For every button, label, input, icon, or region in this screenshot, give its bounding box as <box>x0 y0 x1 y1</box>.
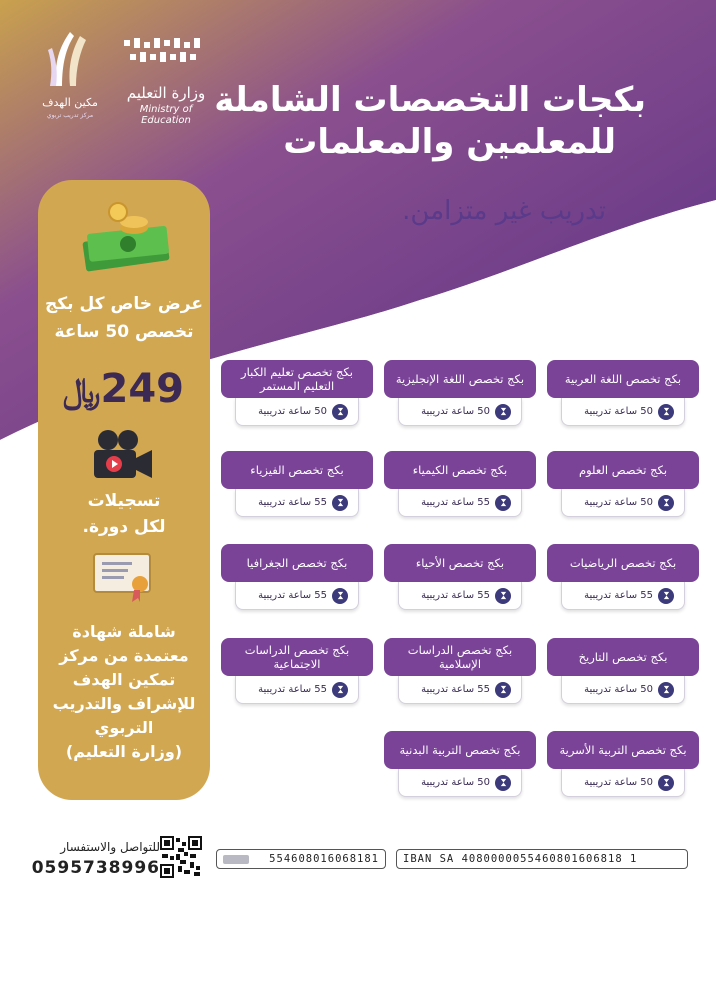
package-hours <box>561 398 685 426</box>
package-hours-text: 55 ساعة تدريبية <box>421 684 490 695</box>
package-title: بكج تخصص الرياضيات <box>547 544 699 582</box>
offer-line-1: عرض خاص كل بكج <box>45 294 203 314</box>
package-hours <box>561 769 685 797</box>
qr-code-icon[interactable] <box>160 836 202 878</box>
hourglass-icon <box>495 682 511 698</box>
package-hours <box>235 676 359 704</box>
iban-number[interactable]: IBAN SA 4080000055460801606818 1 <box>396 849 688 869</box>
hourglass-icon <box>658 404 674 420</box>
account-number[interactable] <box>216 849 386 869</box>
package-title: بكج تخصص التاريخ <box>547 638 699 676</box>
package-card[interactable] <box>384 544 536 620</box>
package-card[interactable] <box>221 360 373 436</box>
hadaf-subtitle: مركز تدريب تربوي <box>46 112 94 119</box>
package-hours <box>398 769 522 797</box>
package-title: بكج تخصص الفيزياء <box>221 451 373 489</box>
contact-label: للتواصل والاستفسار <box>60 840 160 854</box>
package-hours-text: 50 ساعة تدريبية <box>421 406 490 417</box>
records-line-1: تسجيلات <box>87 491 161 511</box>
hourglass-icon <box>495 495 511 511</box>
package-card[interactable] <box>547 451 699 527</box>
hourglass-icon <box>495 404 511 420</box>
moe-logo-icon <box>116 34 216 74</box>
package-card[interactable] <box>384 451 536 527</box>
price <box>62 366 184 412</box>
package-hours <box>398 582 522 610</box>
package-card[interactable] <box>221 451 373 527</box>
hourglass-icon <box>332 404 348 420</box>
logos <box>40 28 220 128</box>
package-hours-text: 55 ساعة تدريبية <box>421 590 490 601</box>
certificate-icon <box>92 552 156 604</box>
hadaf-logo-icon <box>40 28 100 94</box>
package-hours-text: 50 ساعة تدريبية <box>584 497 653 508</box>
package-card[interactable] <box>221 638 373 714</box>
hadaf-name: مكين الهدف <box>42 96 98 109</box>
certificate-text <box>38 620 210 764</box>
offer-line-2: تخصص 50 ساعة <box>54 322 194 342</box>
page-title <box>206 80 646 164</box>
currency-symbol: ﷼ <box>62 371 101 411</box>
cert-line-5: التربوي <box>94 718 154 737</box>
package-card[interactable] <box>221 544 373 620</box>
package-hours <box>561 489 685 517</box>
bank-logo-icon <box>223 855 249 864</box>
hourglass-icon <box>658 682 674 698</box>
package-card[interactable] <box>547 544 699 620</box>
package-title: بكج تخصص الكيمياء <box>384 451 536 489</box>
package-hours-text: 50 ساعة تدريبية <box>584 777 653 788</box>
package-title: بكج تخصص الدراسات الاجتماعية <box>221 638 373 676</box>
package-hours <box>398 676 522 704</box>
hadaf-logo <box>40 28 100 118</box>
records-text <box>38 488 210 540</box>
title-line-2: للمعلمين والمعلمات <box>283 122 616 162</box>
title-line-1: بكجات التخصصات الشاملة <box>214 80 646 120</box>
package-hours-text: 55 ساعة تدريبية <box>258 590 327 601</box>
hourglass-icon <box>332 682 348 698</box>
video-camera-icon <box>90 428 154 484</box>
package-hours-text: 55 ساعة تدريبية <box>584 590 653 601</box>
hourglass-icon <box>658 588 674 604</box>
package-card[interactable] <box>384 638 536 714</box>
cert-line-6: (وزارة التعليم) <box>65 742 183 761</box>
package-title: بكج تخصص العلوم <box>547 451 699 489</box>
hourglass-icon <box>495 775 511 791</box>
page-subtitle: تدريب غير متزامن. <box>402 196 606 226</box>
package-hours <box>561 582 685 610</box>
package-hours <box>235 582 359 610</box>
package-title: بكج تخصص اللغة العربية <box>547 360 699 398</box>
cert-line-4: للإشراف والتدريب <box>52 694 196 713</box>
package-hours-text: 55 ساعة تدريبية <box>421 497 490 508</box>
package-hours-text: 50 ساعة تدريبية <box>584 406 653 417</box>
package-title: بكج تخصص التربية البدنية <box>384 731 536 769</box>
package-hours <box>561 676 685 704</box>
cert-line-3: تمكين الهدف <box>72 670 176 689</box>
hourglass-icon <box>658 775 674 791</box>
money-icon <box>78 198 174 278</box>
package-title: بكج تخصص الجغرافيا <box>221 544 373 582</box>
hourglass-icon <box>332 495 348 511</box>
cert-line-1: شاملة شهادة <box>72 622 176 641</box>
package-hours <box>235 398 359 426</box>
package-title: بكج تخصص تعليم الكبار التعليم المستمر <box>221 360 373 398</box>
package-hours <box>398 489 522 517</box>
hourglass-icon <box>332 588 348 604</box>
contact-info <box>30 840 160 878</box>
package-title: بكج تخصص الأحياء <box>384 544 536 582</box>
phone-number[interactable]: 0595738996 <box>31 858 160 878</box>
package-hours-text: 50 ساعة تدريبية <box>584 684 653 695</box>
offer-panel <box>38 180 210 800</box>
hourglass-icon <box>495 588 511 604</box>
account-number-text: 554608016068181 <box>269 853 379 865</box>
package-hours-text: 50 ساعة تدريبية <box>258 406 327 417</box>
records-line-2: لكل دورة. <box>82 517 166 537</box>
package-title: بكج تخصص الدراسات الإسلامية <box>384 638 536 676</box>
package-hours-text: 55 ساعة تدريبية <box>258 497 327 508</box>
cert-line-2: معتمدة من مركز <box>59 646 189 665</box>
offer-text <box>38 290 210 346</box>
package-card[interactable] <box>547 360 699 436</box>
package-card[interactable] <box>384 360 536 436</box>
package-card[interactable] <box>384 731 536 807</box>
price-value: 249 <box>100 366 184 412</box>
package-card[interactable] <box>547 731 699 807</box>
moe-name-ar: وزارة التعليم <box>126 84 206 102</box>
package-title: بكج تخصص اللغة الإنجليزية <box>384 360 536 398</box>
package-card[interactable] <box>547 638 699 714</box>
package-title: بكج تخصص التربية الأسرية <box>547 731 699 769</box>
moe-name-en: Ministry of Education <box>139 104 193 126</box>
package-hours <box>235 489 359 517</box>
package-hours <box>398 398 522 426</box>
package-hours-text: 55 ساعة تدريبية <box>258 684 327 695</box>
moe-logo <box>116 34 216 124</box>
package-hours-text: 50 ساعة تدريبية <box>421 777 490 788</box>
hourglass-icon <box>658 495 674 511</box>
